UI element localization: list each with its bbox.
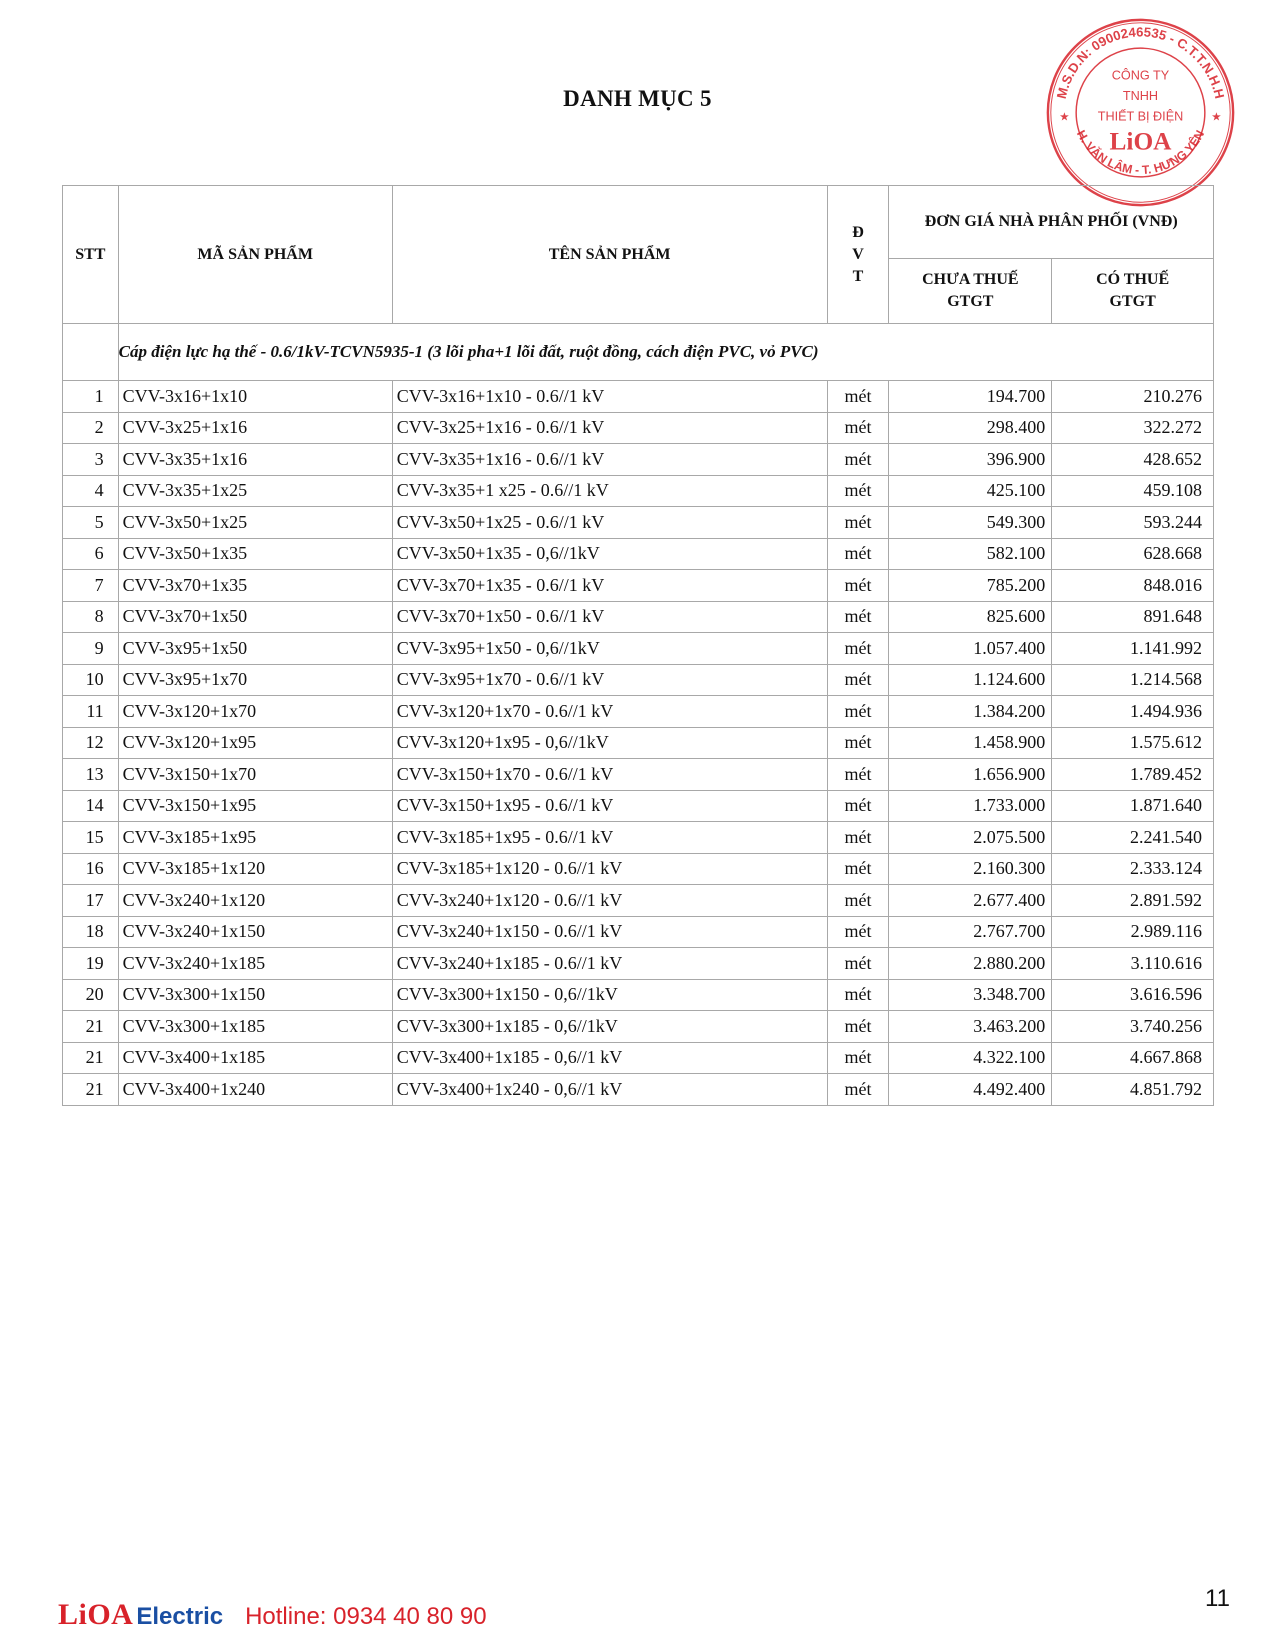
cell-product-name: CVV-3x240+1x150 - 0.6//1 kV: [392, 916, 827, 948]
cell-price-no-vat: 1.458.900: [889, 727, 1052, 759]
cell-product-code: CVV-3x300+1x185: [118, 1011, 392, 1043]
cell-unit: mét: [827, 664, 889, 696]
cell-price-no-vat: 194.700: [889, 381, 1052, 413]
cell-product-code: CVV-3x25+1x16: [118, 412, 392, 444]
cell-product-code: CVV-3x16+1x10: [118, 381, 392, 413]
cell-price-vat: 4.851.792: [1052, 1074, 1214, 1106]
cell-price-vat: 1.141.992: [1052, 633, 1214, 665]
table-row: [63, 853, 1214, 885]
price-table: [62, 185, 1214, 1106]
table-row: [63, 633, 1214, 665]
cell-price-no-vat: 425.100: [889, 475, 1052, 507]
company-seal: [1043, 15, 1238, 210]
section-spacer: [63, 324, 119, 381]
cell-price-no-vat: 582.100: [889, 538, 1052, 570]
table-row: [63, 507, 1214, 539]
cell-price-no-vat: 2.880.200: [889, 948, 1052, 980]
cell-price-no-vat: 785.200: [889, 570, 1052, 602]
cell-price-vat: 1.575.612: [1052, 727, 1214, 759]
header-unit: Đ V T: [827, 186, 889, 324]
cell-price-vat: 891.648: [1052, 601, 1214, 633]
table-row: [63, 759, 1214, 791]
cell-price-no-vat: 2.677.400: [889, 885, 1052, 917]
cell-price-no-vat: 3.463.200: [889, 1011, 1052, 1043]
cell-price-vat: 1.214.568: [1052, 664, 1214, 696]
cell-price-vat: 2.241.540: [1052, 822, 1214, 854]
cell-product-name: CVV-3x95+1x70 - 0.6//1 kV: [392, 664, 827, 696]
cell-product-code: CVV-3x240+1x120: [118, 885, 392, 917]
cell-stt: 17: [63, 885, 119, 917]
brand-suffix: Electric: [136, 1603, 224, 1630]
cell-product-name: CVV-3x35+1 x25 - 0.6//1 kV: [392, 475, 827, 507]
table-row: [63, 696, 1214, 728]
cell-stt: 18: [63, 916, 119, 948]
cell-product-name: CVV-3x150+1x70 - 0.6//1 kV: [392, 759, 827, 791]
cell-product-code: CVV-3x35+1x25: [118, 475, 392, 507]
cell-price-no-vat: 3.348.700: [889, 979, 1052, 1011]
cell-price-no-vat: 825.600: [889, 601, 1052, 633]
cell-price-no-vat: 4.322.100: [889, 1042, 1052, 1074]
cell-stt: 12: [63, 727, 119, 759]
cell-product-name: CVV-3x35+1x16 - 0.6//1 kV: [392, 444, 827, 476]
cell-product-code: CVV-3x95+1x70: [118, 664, 392, 696]
cell-price-no-vat: 1.057.400: [889, 633, 1052, 665]
cell-unit: mét: [827, 507, 889, 539]
cell-stt: 21: [63, 1042, 119, 1074]
cell-product-name: CVV-3x70+1x35 - 0.6//1 kV: [392, 570, 827, 602]
svg-text:★: ★: [1211, 110, 1222, 124]
cell-unit: mét: [827, 885, 889, 917]
table-row: [63, 444, 1214, 476]
cell-price-vat: 3.616.596: [1052, 979, 1214, 1011]
cell-product-code: CVV-3x70+1x50: [118, 601, 392, 633]
cell-product-code: CVV-3x120+1x70: [118, 696, 392, 728]
cell-product-name: CVV-3x240+1x120 - 0.6//1 kV: [392, 885, 827, 917]
svg-text:THIẾT BỊ ĐIỆN: THIẾT BỊ ĐIỆN: [1097, 109, 1184, 124]
cell-product-name: CVV-3x185+1x95 - 0.6//1 kV: [392, 822, 827, 854]
table-row: [63, 601, 1214, 633]
footer-brand: [58, 1598, 487, 1632]
cell-stt: 5: [63, 507, 119, 539]
cell-unit: mét: [827, 696, 889, 728]
cell-price-no-vat: 1.384.200: [889, 696, 1052, 728]
cell-product-code: CVV-3x95+1x50: [118, 633, 392, 665]
cell-unit: mét: [827, 601, 889, 633]
cell-unit: mét: [827, 475, 889, 507]
cell-stt: 16: [63, 853, 119, 885]
header-product-name: TÊN SẢN PHẨM: [392, 186, 827, 324]
header-stt: STT: [63, 186, 119, 324]
cell-unit: mét: [827, 444, 889, 476]
cell-stt: 11: [63, 696, 119, 728]
cell-unit: mét: [827, 538, 889, 570]
cell-stt: 21: [63, 1011, 119, 1043]
cell-unit: mét: [827, 570, 889, 602]
cell-product-name: CVV-3x16+1x10 - 0.6//1 kV: [392, 381, 827, 413]
cell-product-code: CVV-3x400+1x240: [118, 1074, 392, 1106]
table-row: [63, 822, 1214, 854]
cell-unit: mét: [827, 633, 889, 665]
cell-stt: 9: [63, 633, 119, 665]
section-title: Cáp điện lực hạ thế - 0.6/1kV-TCVN5935-1 (3 lõi pha+1 lõi đất, ruột đồng, cách điện PVC, vỏ PVC): [118, 324, 1213, 381]
cell-stt: 8: [63, 601, 119, 633]
cell-price-vat: 628.668: [1052, 538, 1214, 570]
cell-price-vat: 593.244: [1052, 507, 1214, 539]
cell-price-no-vat: 2.767.700: [889, 916, 1052, 948]
brand-logo: LiOA: [58, 1598, 134, 1631]
cell-product-code: CVV-3x35+1x16: [118, 444, 392, 476]
svg-text:LiOA: LiOA: [1109, 127, 1172, 156]
cell-unit: mét: [827, 790, 889, 822]
header-product-code: MÃ SẢN PHẨM: [118, 186, 392, 324]
cell-product-name: CVV-3x400+1x240 - 0,6//1 kV: [392, 1074, 827, 1106]
cell-unit: mét: [827, 759, 889, 791]
cell-product-name: CVV-3x70+1x50 - 0.6//1 kV: [392, 601, 827, 633]
table-row: [63, 885, 1214, 917]
cell-price-no-vat: 2.075.500: [889, 822, 1052, 854]
cell-stt: 7: [63, 570, 119, 602]
header-price-vat: CÓ THUẾ GTGT: [1052, 259, 1214, 324]
cell-unit: mét: [827, 948, 889, 980]
cell-unit: mét: [827, 727, 889, 759]
cell-product-code: CVV-3x400+1x185: [118, 1042, 392, 1074]
cell-price-vat: 1.789.452: [1052, 759, 1214, 791]
cell-price-vat: 459.108: [1052, 475, 1214, 507]
cell-stt: 15: [63, 822, 119, 854]
cell-price-no-vat: 549.300: [889, 507, 1052, 539]
hotline-text: Hotline: 0934 40 80 90: [245, 1603, 487, 1630]
table-row: [63, 1074, 1214, 1106]
cell-stt: 20: [63, 979, 119, 1011]
cell-price-vat: 2.989.116: [1052, 916, 1214, 948]
cell-product-code: CVV-3x300+1x150: [118, 979, 392, 1011]
header-price-no-vat: CHƯA THUẾ GTGT: [889, 259, 1052, 324]
table-row: [63, 381, 1214, 413]
cell-stt: 1: [63, 381, 119, 413]
cell-unit: mét: [827, 916, 889, 948]
header-price-group: ĐƠN GIÁ NHÀ PHÂN PHỐI (VNĐ): [889, 186, 1214, 259]
table-row: [63, 948, 1214, 980]
cell-product-name: CVV-3x400+1x185 - 0,6//1 kV: [392, 1042, 827, 1074]
cell-price-vat: 1.494.936: [1052, 696, 1214, 728]
cell-price-vat: 2.333.124: [1052, 853, 1214, 885]
cell-price-vat: 322.272: [1052, 412, 1214, 444]
cell-price-vat: 3.740.256: [1052, 1011, 1214, 1043]
cell-product-code: CVV-3x185+1x120: [118, 853, 392, 885]
cell-stt: 14: [63, 790, 119, 822]
cell-price-vat: 4.667.868: [1052, 1042, 1214, 1074]
table-row: [63, 727, 1214, 759]
table-row: [63, 570, 1214, 602]
cell-unit: mét: [827, 412, 889, 444]
svg-text:★: ★: [1059, 110, 1070, 124]
cell-stt: 10: [63, 664, 119, 696]
cell-product-name: CVV-3x150+1x95 - 0.6//1 kV: [392, 790, 827, 822]
cell-product-name: CVV-3x50+1x25 - 0.6//1 kV: [392, 507, 827, 539]
cell-price-no-vat: 2.160.300: [889, 853, 1052, 885]
cell-unit: mét: [827, 979, 889, 1011]
cell-stt: 6: [63, 538, 119, 570]
cell-unit: mét: [827, 381, 889, 413]
cell-product-code: CVV-3x50+1x25: [118, 507, 392, 539]
cell-product-name: CVV-3x120+1x95 - 0,6//1kV: [392, 727, 827, 759]
cell-product-code: CVV-3x70+1x35: [118, 570, 392, 602]
svg-text:CÔNG TY: CÔNG TY: [1111, 68, 1170, 83]
cell-product-code: CVV-3x185+1x95: [118, 822, 392, 854]
cell-price-vat: 428.652: [1052, 444, 1214, 476]
table-row: [63, 538, 1214, 570]
cell-price-no-vat: 1.656.900: [889, 759, 1052, 791]
table-row: [63, 412, 1214, 444]
cell-price-vat: 848.016: [1052, 570, 1214, 602]
cell-price-vat: 210.276: [1052, 381, 1214, 413]
cell-product-name: CVV-3x240+1x185 - 0.6//1 kV: [392, 948, 827, 980]
cell-product-name: CVV-3x120+1x70 - 0.6//1 kV: [392, 696, 827, 728]
svg-text:H. VĂN LÂM - T. HƯNG YÊN: H. VĂN LÂM - T. HƯNG YÊN: [1073, 127, 1208, 178]
cell-stt: 4: [63, 475, 119, 507]
cell-product-code: CVV-3x240+1x150: [118, 916, 392, 948]
cell-product-code: CVV-3x50+1x35: [118, 538, 392, 570]
cell-stt: 2: [63, 412, 119, 444]
cell-price-vat: 3.110.616: [1052, 948, 1214, 980]
cell-stt: 3: [63, 444, 119, 476]
cell-price-no-vat: 396.900: [889, 444, 1052, 476]
cell-product-code: CVV-3x150+1x95: [118, 790, 392, 822]
cell-product-name: CVV-3x185+1x120 - 0.6//1 kV: [392, 853, 827, 885]
svg-text:M.S.D.N: 0900246535 - C.T.T.N.: M.S.D.N: 0900246535 - C.T.T.N.H.H: [1053, 24, 1228, 101]
cell-price-no-vat: 1.124.600: [889, 664, 1052, 696]
table-row: [63, 1011, 1214, 1043]
cell-product-name: CVV-3x95+1x50 - 0,6//1kV: [392, 633, 827, 665]
table-row: [63, 475, 1214, 507]
cell-unit: mét: [827, 853, 889, 885]
svg-text:TNHH: TNHH: [1122, 88, 1159, 103]
table-row: [63, 916, 1214, 948]
cell-product-name: CVV-3x300+1x185 - 0,6//1kV: [392, 1011, 827, 1043]
cell-unit: mét: [827, 1042, 889, 1074]
cell-price-no-vat: 4.492.400: [889, 1074, 1052, 1106]
table-row: [63, 790, 1214, 822]
cell-price-no-vat: 298.400: [889, 412, 1052, 444]
table-row: [63, 979, 1214, 1011]
cell-stt: 13: [63, 759, 119, 791]
cell-unit: mét: [827, 1074, 889, 1106]
cell-product-code: CVV-3x240+1x185: [118, 948, 392, 980]
cell-product-name: CVV-3x25+1x16 - 0.6//1 kV: [392, 412, 827, 444]
cell-product-code: CVV-3x150+1x70: [118, 759, 392, 791]
cell-unit: mét: [827, 822, 889, 854]
cell-product-name: CVV-3x300+1x150 - 0,6//1kV: [392, 979, 827, 1011]
page-number: 11: [1205, 1585, 1230, 1612]
page-title: DANH MỤC 5: [563, 86, 712, 111]
cell-product-code: CVV-3x120+1x95: [118, 727, 392, 759]
cell-price-vat: 2.891.592: [1052, 885, 1214, 917]
table-row: [63, 664, 1214, 696]
cell-price-vat: 1.871.640: [1052, 790, 1214, 822]
cell-stt: 19: [63, 948, 119, 980]
cell-price-no-vat: 1.733.000: [889, 790, 1052, 822]
cell-product-name: CVV-3x50+1x35 - 0,6//1kV: [392, 538, 827, 570]
table-row: [63, 1042, 1214, 1074]
cell-unit: mét: [827, 1011, 889, 1043]
cell-stt: 21: [63, 1074, 119, 1106]
